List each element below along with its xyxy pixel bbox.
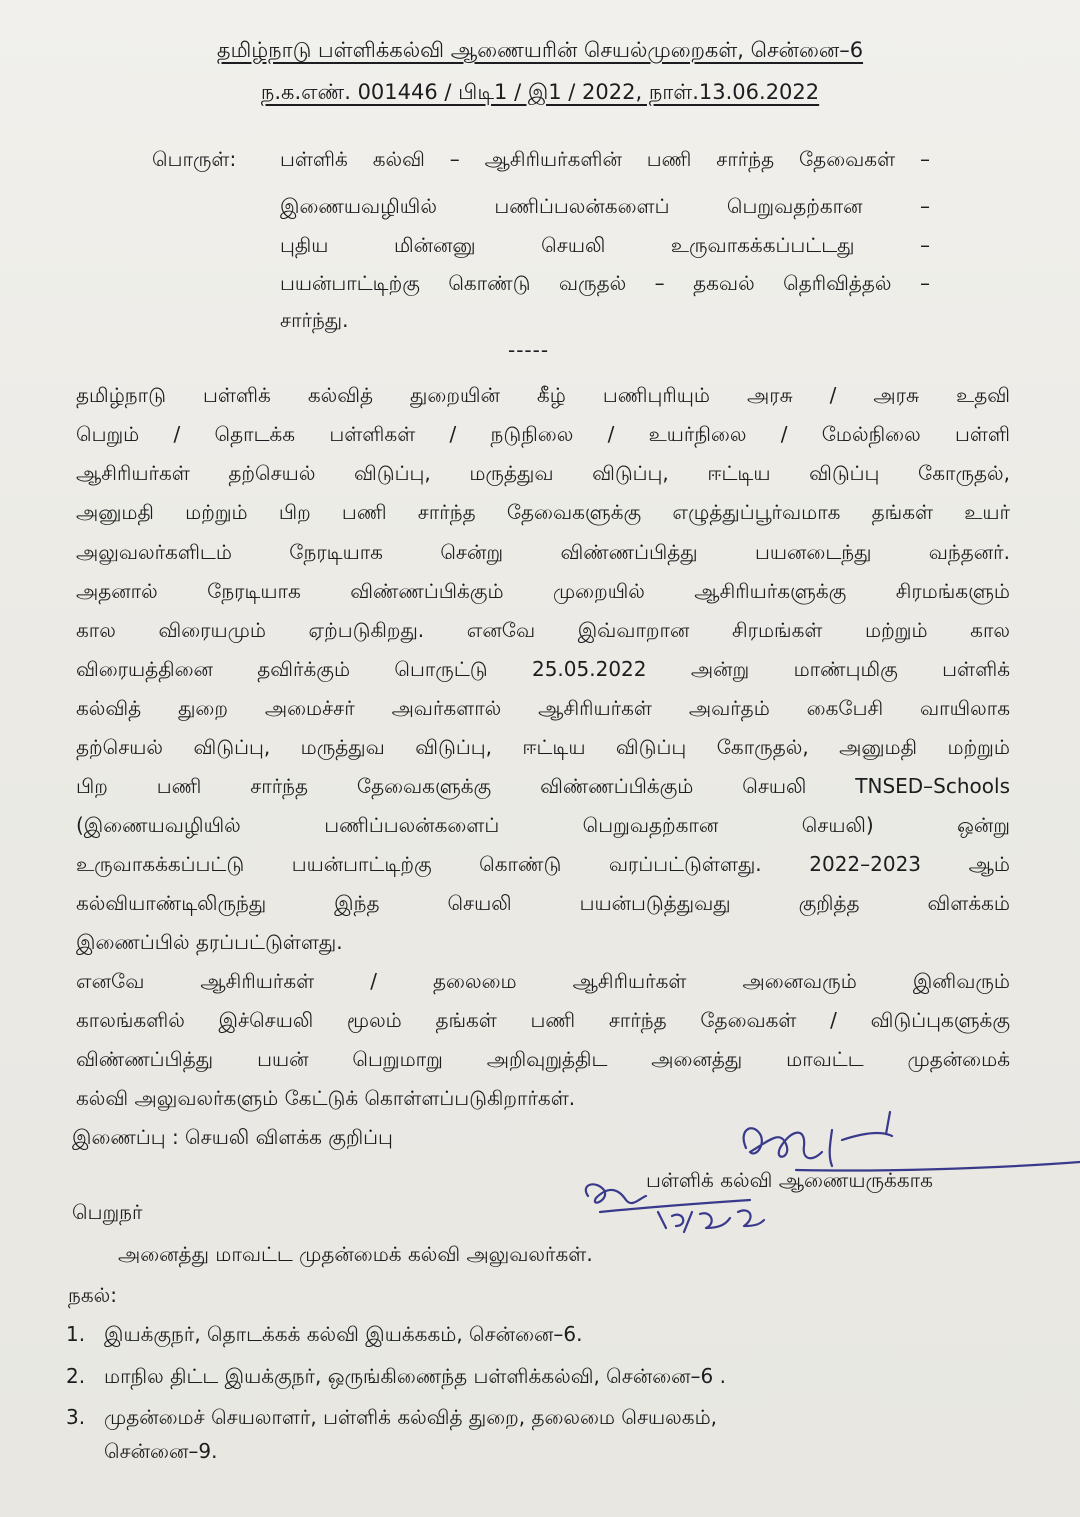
body-line: ஆசிரியர்கள் தற்செயல் விடுப்பு, மருத்துவ விடுப்பு, ஈட்டிய விடுப்பு கோருதல், xyxy=(76,461,1010,485)
body-line: தமிழ்நாடு பள்ளிக் கல்வித் துறையின் கீழ் பணிபுரியும் அரசு / அரசு உதவி xyxy=(76,383,1010,407)
header-title: தமிழ்நாடு பள்ளிக்கல்வி ஆணையரின் செயல்முறைகள், சென்னை–6 xyxy=(216,38,864,62)
body-line: கல்வி அலுவலர்களும் கேட்டுக் கொள்ளப்படுகிறார்கள். xyxy=(76,1086,576,1110)
body-line: காலங்களில் இச்செயலி மூலம் தங்கள் பணி சார்ந்த தேவைகள் / விடுப்புகளுக்கு xyxy=(76,1008,1010,1032)
body-line: இணைப்பில் தரப்பட்டுள்ளது. xyxy=(76,930,343,954)
body-line: அதனால் நேரடியாக விண்ணப்பிக்கும் முறையில் ஆசிரியர்களுக்கு சிரமங்களும் xyxy=(76,579,1010,603)
subject-line: புதிய மின்னனு செயலி உருவாகக்கப்பட்டது – xyxy=(280,233,930,257)
copy-item: இயக்குநர், தொடக்கக் கல்வி இயக்ககம், சென்னை–6. xyxy=(104,1322,583,1346)
header-reference: ந.க.எண். 001446 / பிடி1 / இ1 / 2022, நாள்.13.06.2022 xyxy=(260,80,820,104)
copy-number: 2. xyxy=(66,1364,86,1388)
body-line: பிற பணி சார்ந்த தேவைகளுக்கு விண்ணப்பிக்கும் செயலி TNSED–Schools xyxy=(76,774,1010,798)
body-line: கல்வித் துறை அமைச்சர் அவர்களால் ஆசிரியர்கள் அவர்தம் கைபேசி வாயிலாக xyxy=(76,696,1010,720)
enclosure-note: இணைப்பு : செயலி விளக்க குறிப்பு xyxy=(72,1125,393,1149)
body-line: விண்ணப்பித்து பயன் பெறுமாறு அறிவுறுத்திட அனைத்து மாவட்ட முதன்மைக் xyxy=(76,1047,1010,1071)
body-line: எனவே ஆசிரியர்கள் / தலைமை ஆசிரியர்கள் அனைவரும் இனிவரும் xyxy=(76,969,1010,993)
copy-label: நகல்: xyxy=(68,1283,117,1307)
body-line: தற்செயல் விடுப்பு, மருத்துவ விடுப்பு, ஈட்டிய விடுப்பு கோருதல், அனுமதி மற்றும் xyxy=(76,735,1010,759)
subject-line: பயன்பாட்டிற்கு கொண்டு வருதல் – தகவல் தெரிவித்தல் – xyxy=(280,271,930,295)
body-line: அலுவலர்களிடம் நேரடியாக சென்று விண்ணப்பித்து பயனடைந்து வந்தனர். xyxy=(76,540,1010,564)
copy-item: மாநில திட்ட இயக்குநர், ஒருங்கிணைந்த பள்ளிக்கல்வி, சென்னை–6 . xyxy=(104,1364,726,1388)
subject-line: சார்ந்து. xyxy=(280,308,349,332)
signatory-designation: பள்ளிக் கல்வி ஆணையருக்காக xyxy=(646,1168,933,1192)
body-line: கல்வியாண்டிலிருந்து இந்த செயலி பயன்படுத்துவது குறித்த விளக்கம் xyxy=(76,891,1010,915)
subject-label: பொருள்: xyxy=(152,147,237,171)
body-line: விரையத்தினை தவிர்க்கும் பொருட்டு 25.05.2022 அன்று மாண்புமிகு பள்ளிக் xyxy=(76,657,1010,681)
copy-number: 3. xyxy=(66,1405,86,1429)
body-line: கால விரையமும் ஏற்படுகிறது. எனவே இவ்வாறான சிரமங்கள் மற்றும் கால xyxy=(76,618,1010,642)
copy-item: முதன்மைச் செயலாளர், பள்ளிக் கல்வித் துறை, தலைமை செயலகம், xyxy=(104,1405,718,1429)
body-line: அனுமதி மற்றும் பிற பணி சார்ந்த தேவைகளுக்கு எழுத்துப்பூர்வமாக தங்கள் உயர் xyxy=(76,500,1010,524)
copy-number: 1. xyxy=(66,1322,86,1346)
body-line: உருவாகக்கப்பட்டு பயன்பாட்டிற்கு கொண்டு வரப்பட்டுள்ளது. 2022–2023 ஆம் xyxy=(76,852,1010,876)
body-line: பெறும் / தொடக்க பள்ளிகள் / நடுநிலை / உயர்நிலை / மேல்நிலை பள்ளி xyxy=(76,422,1010,446)
separator: ----- xyxy=(508,338,550,362)
recipient-label: பெறுநர் xyxy=(72,1200,143,1224)
body-line: (இணையவழியில் பணிப்பலன்களைப் பெறுவதற்கான செயலி) ஒன்று xyxy=(76,813,1010,837)
recipient-text: அனைத்து மாவட்ட முதன்மைக் கல்வி அலுவலர்கள். xyxy=(118,1242,593,1266)
copy-item-continued: சென்னை–9. xyxy=(104,1439,218,1463)
subject-line: பள்ளிக் கல்வி – ஆசிரியர்களின் பணி சார்ந்த தேவைகள் – xyxy=(280,147,930,171)
subject-line: இணையவழியில் பணிப்பலன்களைப் பெறுவதற்கான – xyxy=(280,194,930,218)
